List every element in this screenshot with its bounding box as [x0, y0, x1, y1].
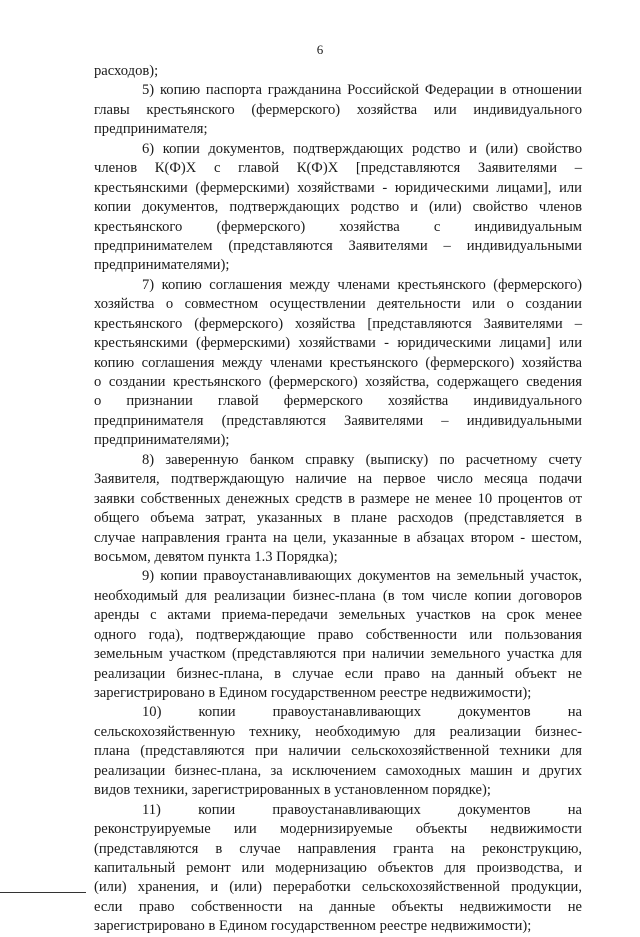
text-line: земельным участком (представляются при наличии земельного участка для [94, 646, 582, 663]
text-line: предпринимателями); [94, 257, 230, 274]
text-line: 7) копию соглашения между членами крестьянского (фермерского) [142, 276, 582, 293]
text-line: зарегистрировано в Едином государственном реестре недвижимости); [94, 918, 532, 935]
text-line: случае направления гранта на цели, указанные в абзацах втором - шестом, [94, 529, 582, 546]
text-line: предпринимателями); [94, 432, 230, 449]
text-line: крестьянского (фермерского) хозяйства [представляются Заявителями – [94, 315, 582, 332]
text-line: предпринимателем (представляются Заявителями – индивидуальными [94, 237, 582, 254]
text-line: о признании главой фермерского хозяйства индивидуального [94, 393, 582, 410]
text-line: предпринимателя; [94, 121, 208, 138]
text-line: общего объема затрат, указанных в плане расходов (представляется в [94, 510, 582, 527]
text-line: реализации бизнес-плана, за исключением самоходных машин и других [94, 762, 582, 779]
text-line: крестьянскими (фермерскими) хозяйствами - юридическими лицами] или [94, 335, 582, 352]
page-number: 6 [316, 42, 324, 57]
footer-rule [0, 892, 86, 893]
text-line: расходов); [94, 63, 159, 79]
text-line: Заявителя, подтверждающую наличие на первое число месяца подачи [94, 471, 582, 488]
text-line: одного года), подтверждающие право собственности или пользования [94, 626, 582, 643]
document-body [94, 62, 582, 937]
text-line: заявки собственных денежных средств в размере не менее 10 процентов от [94, 490, 582, 507]
text-line: реконструируемые или модернизируемые объекты недвижимости [94, 821, 582, 838]
text-line: если право собственности на данные объекты недвижимости не [94, 898, 582, 915]
text-line: плана (представляются при наличии сельскохозяйственной техники для [94, 743, 582, 760]
text-line: крестьянскими (фермерскими) хозяйствами - юридическими лицами], или [94, 179, 582, 196]
text-line: предпринимателя (представляются Заявителями – индивидуальными [94, 412, 582, 429]
text-line: о создании крестьянского (фермерского) хозяйства, содержащего сведения [94, 374, 582, 390]
text-line: необходимый для реализации бизнес-плана (в том числе копии договоров [94, 587, 582, 604]
text-line: восьмом, девятом пункта 1.3 Порядка); [94, 548, 338, 565]
text-line: видов техники, зарегистрированных в установленном порядке); [94, 782, 491, 799]
text-line: 11) копии правоустанавливающих документов на [142, 801, 582, 818]
text-line: зарегистрировано в Едином государственном реестре недвижимости); [94, 685, 532, 701]
text-line: капитальный ремонт или модернизацию объектов для производства, и [94, 859, 582, 876]
text-line: хозяйства о совместном осуществлении деятельности или о создании [94, 296, 582, 313]
text-line: аренды с актами приема-передачи земельных участков на срок менее [94, 607, 582, 624]
text-line: 10) копии правоустанавливающих документов на [142, 704, 582, 721]
text-line: (или) хранения, и (или) переработки сельскохозяйственной продукции, [94, 879, 582, 896]
text-line: копию соглашения между членами крестьянского (фермерского) хозяйства [94, 354, 582, 371]
text-line: 5) копию паспорта гражданина Российской Федерации в отношении [142, 82, 582, 99]
text-line: крестьянского (фермерского) хозяйства с индивидуальным [94, 218, 582, 235]
text-line: копии документов, подтверждающих родство и (или) свойство членов [94, 199, 582, 216]
text-line: главы крестьянского (фермерского) хозяйства или индивидуального [94, 101, 582, 118]
text-line: 8) заверенную банком справку (выписку) по расчетному счету [142, 451, 582, 468]
text-line: (представляются в случае направления гранта на реконструкцию, [94, 840, 582, 857]
text-line: 9) копии правоустанавливающих документов на земельный участок, [142, 568, 582, 585]
text-line: реализации бизнес-плана, в случае если право на данный объект не [94, 665, 582, 682]
text-line: членов К(Ф)Х с главой К(Ф)Х [представляются Заявителями – [94, 160, 582, 177]
text-line: сельскохозяйственную технику, необходимую для реализации бизнес- [94, 723, 582, 740]
text-line: 6) копии документов, подтверждающих родство и (или) свойство [142, 140, 582, 157]
